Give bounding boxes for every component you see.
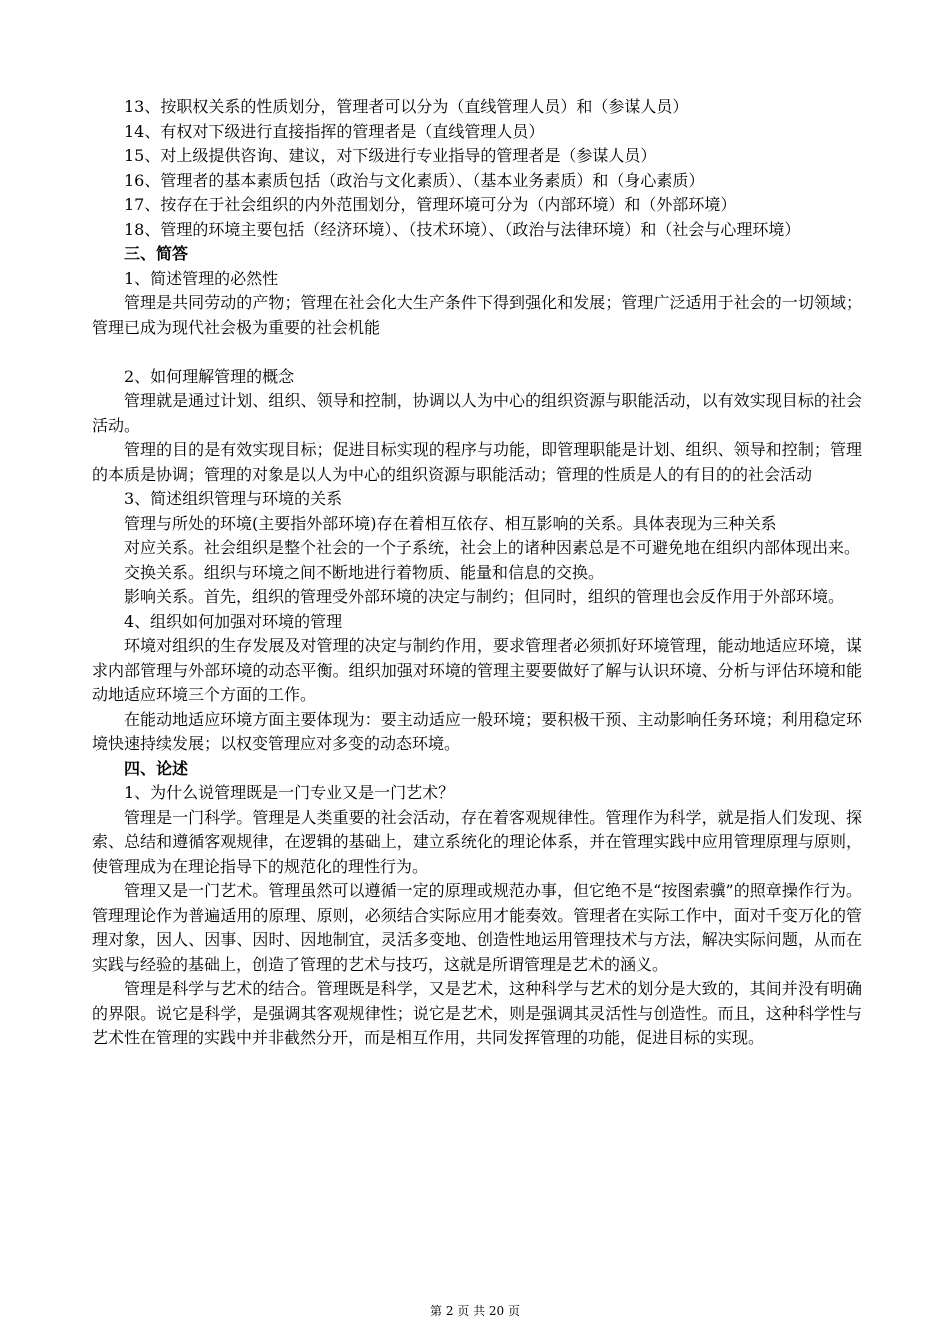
fill-in-13: 13、按职权关系的性质划分，管理者可以分为（直线管理人员）和（参谋人员） bbox=[124, 97, 689, 116]
question-title: 4、组织如何加强对环境的管理 bbox=[124, 611, 343, 631]
fill-in-18: 18、管理的环境主要包括（经济环境）、（技术环境）、（政治与法律环境）和（社会与心理环境） bbox=[124, 219, 801, 239]
answer-paragraph: 管理是共同劳动的产物；管理在社会化大生产条件下得到强化和发展；管理广泛适用于社会的一切领域；管理已成为现代社会极为重要的社会机能 bbox=[92, 293, 862, 337]
blank-line bbox=[92, 340, 862, 365]
document-page bbox=[92, 95, 862, 1051]
answer-paragraph: 在能动地适应环境方面主要体现为：要主动适应一般环境；要积极干预、主动影响任务环境；利用稳定环境快速持续发展；以权变管理应对多变的动态环境。 bbox=[92, 709, 862, 753]
answer-paragraph: 对应关系。社会组织是整个社会的一个子系统，社会上的诸种因素总是不可避免地在组织内部体现出来。 bbox=[124, 538, 861, 557]
question-title: 2、如何理解管理的概念 bbox=[124, 366, 295, 386]
section-heading-short-answer: 三、简答 bbox=[124, 244, 189, 263]
question-title: 3、简述组织管理与环境的关系 bbox=[124, 489, 343, 508]
answer-paragraph: 管理又是一门艺术。管理虽然可以遵循一定的原理或规范办事，但它绝不是“按图索骥”的照章操作行为。管理理论作为普遍适用的原理、原则，必须结合实际应用才能奏效。管理者在实际工作中，面对千变万化的管理对象，因人、因事、因时、因地制宜，灵活多变地、创造性地运用管理技术与方法，解决实际问题，从而在实践与经验的基础上，创造了管理的艺术与技巧，这就是所谓管理是艺术的涵义。 bbox=[92, 881, 862, 974]
answer-paragraph: 管理是一门科学。管理是人类重要的社会活动，存在着客观规律性。管理作为科学，就是指人们发现、探索、总结和遵循客观规律，在逻辑的基础上，建立系统化的理论体系，并在管理实践中应用管理原理与原则，使管理成为在理论指导下的规范化的理性行为。 bbox=[92, 807, 862, 876]
answer-paragraph: 管理与所处的环境(主要指外部环境)存在着相互依存、相互影响的关系。具体表现为三种关系 bbox=[124, 513, 777, 533]
answer-paragraph: 管理的目的是有效实现目标；促进目标实现的程序与功能，即管理职能是计划、组织、领导和控制；管理的本质是协调；管理的对象是以人为中心的组织资源与职能活动；管理的性质是人的有目的的社会活动 bbox=[92, 440, 862, 484]
answer-paragraph: 环境对组织的生存发展及对管理的决定与制约作用，要求管理者必须抓好环境管理，能动地适应环境，谋求内部管理与外部环境的动态平衡。组织加强对环境的管理主要要做好了解与认识环境、分析与评估环境和能动地适应环境三个方面的工作。 bbox=[92, 636, 862, 704]
fill-in-15: 15、对上级提供咨询、建议，对下级进行专业指导的管理者是（参谋人员） bbox=[124, 146, 657, 165]
fill-in-16: 16、管理者的基本素质包括（政治与文化素质）、（基本业务素质）和（身心素质） bbox=[124, 170, 705, 190]
section-heading-essay: 四、论述 bbox=[124, 758, 189, 778]
answer-paragraph: 管理是科学与艺术的结合。管理既是科学，又是艺术，这种科学与艺术的划分是大致的，其间并没有明确的界限。说它是科学，是强调其客观规律性；说它是艺术，则是强调其灵活性与创造性。而且，这种科学性与艺术性在管理的实践中并非截然分开，而是相互作用，共同发挥管理的功能，促进目标的实现。 bbox=[92, 979, 862, 1047]
page-footer: 第 2 页 共 20 页 bbox=[430, 1304, 520, 1318]
fill-in-14: 14、有权对下级进行直接指挥的管理者是（直线管理人员） bbox=[124, 121, 545, 141]
fill-in-17: 17、按存在于社会组织的内外范围划分，管理环境可分为（内部环境）和（外部环境） bbox=[124, 195, 737, 214]
answer-paragraph: 交换关系。组织与环境之间不断地进行着物质、能量和信息的交换。 bbox=[124, 562, 605, 582]
question-title: 1、简述管理的必然性 bbox=[124, 268, 279, 288]
answer-paragraph: 影响关系。首先，组织的管理受外部环境的决定与制约；但同时，组织的管理也会反作用于外部环境。 bbox=[124, 587, 845, 606]
question-title: 1、为什么说管理既是一门专业又是一门艺术？ bbox=[124, 783, 455, 802]
answer-paragraph: 管理就是通过计划、组织、领导和控制，协调以人为中心的组织资源与职能活动，以有效实现目标的社会活动。 bbox=[92, 391, 862, 435]
